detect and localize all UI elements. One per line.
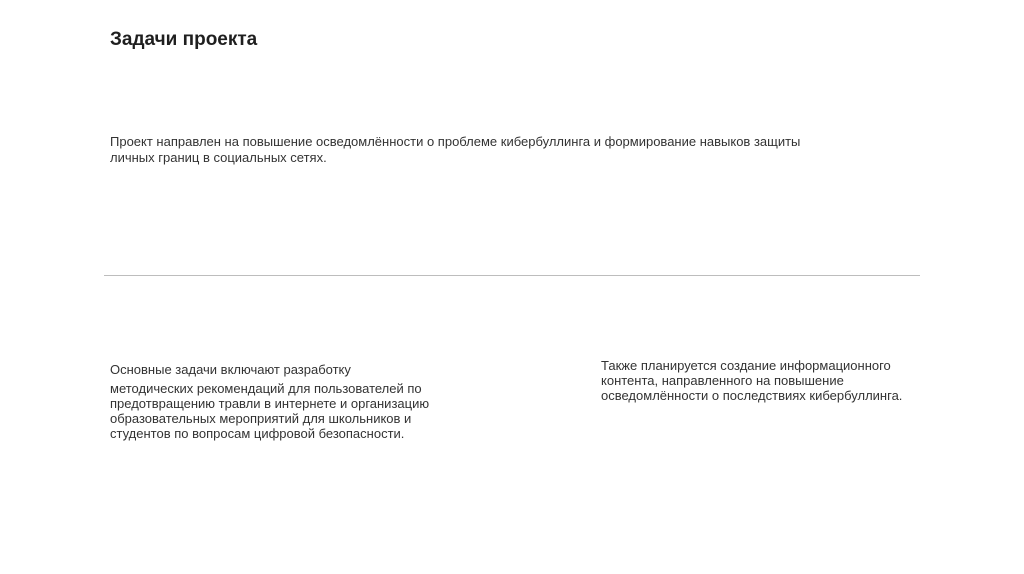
intro-line-1: Проект направлен на повышение осведомлённости о проблеме кибербуллинга и формирование навыков защиты <box>110 134 801 149</box>
section-divider <box>104 275 920 276</box>
tasks-paragraph-left <box>110 362 460 441</box>
intro-paragraph <box>110 134 870 166</box>
tasks-first-line: Основные задачи включают разработку <box>110 362 351 377</box>
tasks-paragraph-right: Также планируется создание информационного контента, направленного на повышение осведомлённости о последствиях кибербуллинга. <box>601 358 903 403</box>
tasks-body: методических рекомендаций для пользователей по предотвращению травли в интернете и организацию образовательных мероприятий для школьников и студентов по вопросам цифровой безопасности. <box>110 381 430 441</box>
page-title: Задачи проекта <box>110 29 258 50</box>
intro-line-2: личных границ в социальных сетях. <box>110 150 327 165</box>
